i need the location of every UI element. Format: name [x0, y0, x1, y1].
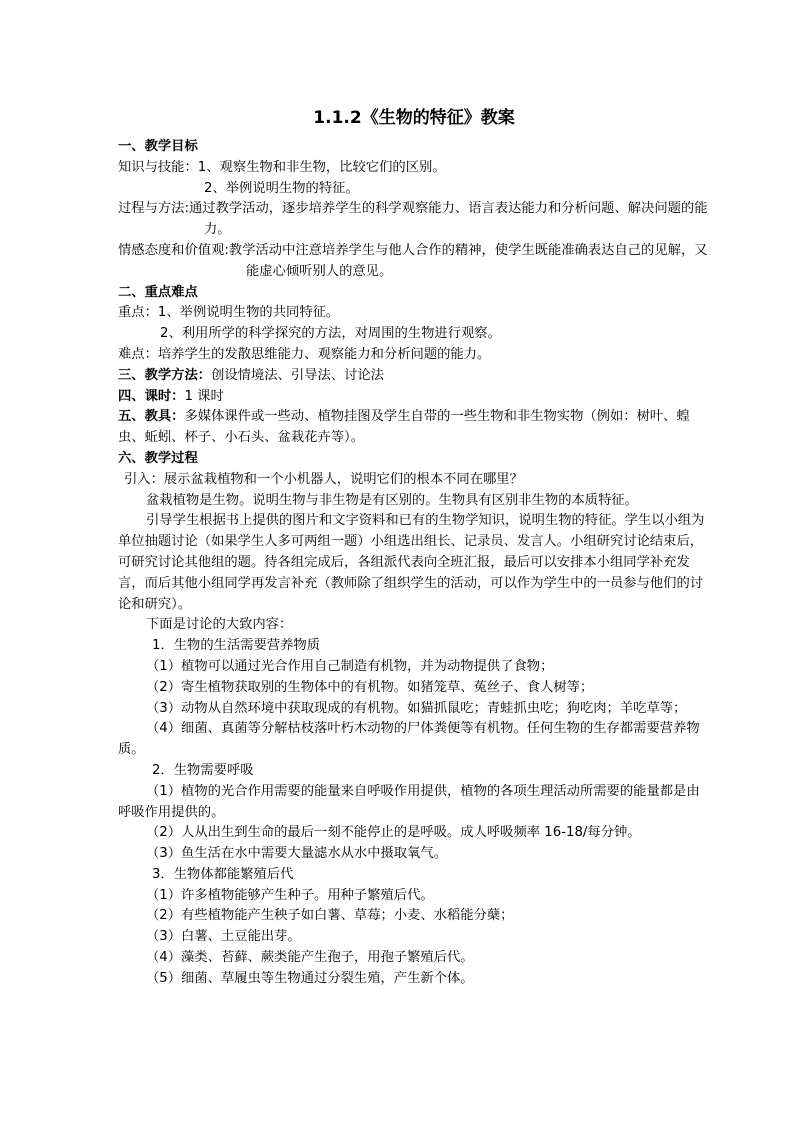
respiration-item-2: （2）人从出生到生命的最后一刻不能停止的是呼吸。成人呼吸频率 16-18/每分钟。 — [146, 825, 641, 841]
teaching-aids-text: 多媒体课件或一些动、植物挂图及学生自带的一些生物和非生物实物（例如：树叶、蝗虫、蚯蚓、杯子、小石头、盆栽花卉等）。 — [118, 409, 690, 446]
knowledge-skills-text: 1、观察生物和非生物，比较它们的区别。 — [197, 159, 446, 175]
emotion-values-line — [118, 241, 710, 283]
teaching-methods-heading: 三、教学方法： — [118, 367, 212, 383]
teaching-methods-line — [118, 366, 710, 387]
teaching-methods-text: 创设情境法、引导法、讨论法 — [211, 367, 384, 383]
class-hours-heading: 四、课时： — [118, 388, 185, 404]
key-point-2: 2、利用所学的科学探究的方法，对周围的生物进行观察。 — [160, 326, 501, 342]
teaching-aids-line — [118, 407, 710, 449]
document-title: 1.1.2《生物的特征》教案 — [313, 108, 515, 128]
teaching-aids-heading: 五、教具： — [118, 409, 185, 425]
knowledge-skills-item-2: 2、举例说明生物的特征。 — [204, 180, 359, 196]
reproduction-item-2: （2）有些植物能产生秧子如白薯、草莓；小麦、水稻能分蘖； — [146, 908, 514, 924]
emotion-values-text: 教学活动中注意培养学生与他人合作的精神，使学生既能准确表达自己的见解，又能虚心倾听别人的意见。 — [228, 242, 708, 279]
section-heading-objectives: 一、教学目标 — [118, 139, 198, 154]
respiration-item-3: （3）鱼生活在水中需要大量滤水从水中摄取氧气。 — [146, 846, 447, 862]
reproduction-item-5: （5）细菌、草履虫等生物通过分裂生殖，产生新个体。 — [146, 970, 474, 986]
nutrition-item-3: （3）动物从自然环境中获取现成的有机物。如猫抓鼠吃；青蛙抓虫吃；狗吃肉；羊吃草等； — [146, 700, 687, 716]
nutrition-item-4: （4）细菌、真菌等分解枯枝落叶朽木动物的尸体粪便等有机物。任何生物的生存都需要营养物质。 — [118, 721, 700, 758]
section-heading-process: 六、教学过程 — [118, 450, 198, 466]
knowledge-skills-label: 知识与技能： — [118, 159, 198, 175]
process-paragraph-3: 下面是讨论的大致内容： — [146, 617, 293, 633]
respiration-item-1: （1）植物的光合作用需要的能量来自呼吸作用提供，植物的各项生理活动所需要的能量都是由呼吸作用提供的。 — [118, 783, 700, 820]
class-hours-text: 1 课时 — [184, 388, 224, 404]
document-page — [118, 105, 710, 990]
class-hours-line — [118, 387, 710, 408]
process-paragraph-2: 引导学生根据书上提供的图片和文字资料和已有的生物学知识，说明生物的特征。学生以小组为单位抽题讨论（如果学生人多可两组一题）小组选出组长、记录员、发言人。小组研究讨论结束后，可研究讨论其他组的题。待各组完成后，各组派代表向全班汇报，最后可以安排本小组同学补充发言，而后其他小组同学再发言补充（教师除了组织学生的活动，可以作为学生中的一员参与他们的讨论和研究）。 — [118, 513, 705, 612]
reproduction-item-4: （4）藻类、苔藓、蕨类能产生孢子，用孢子繁殖后代。 — [146, 950, 474, 966]
reproduction-item-1: （1）许多植物能够产生种子。用种子繁殖后代。 — [146, 887, 434, 903]
key-point-1 — [118, 303, 710, 324]
process-intro: 引入：展示盆栽植物和一个小机器人，说明它们的根本不同在哪里？ — [124, 471, 523, 487]
section-heading-key-points: 二、重点难点 — [118, 284, 198, 300]
nutrition-item-1: （1）植物可以通过光合作用自己制造有机物，并为动物提供了食物； — [146, 658, 554, 674]
process-method-line — [118, 199, 710, 241]
subsection-respiration: 2．生物需要呼吸 — [152, 762, 254, 778]
subsection-nutrition: 1．生物的生活需要营养物质 — [152, 638, 321, 654]
nutrition-item-2: （2）寄生植物获取别的生物体中的有机物。如猪笼草、菟丝子、食人树等； — [146, 679, 594, 695]
subsection-reproduction: 3．生物体都能繁殖后代 — [152, 866, 294, 882]
key-point-label: 重点： — [118, 305, 158, 321]
reproduction-item-3: （3）白薯、土豆能出芽。 — [146, 929, 301, 945]
key-point-1-text: 1、举例说明生物的共同特征。 — [157, 305, 340, 321]
difficulty-point: 难点：培养学生的发散思维能力、观察能力和分析问题的能力。 — [118, 346, 491, 362]
process-method-label: 过程与方法: — [118, 201, 189, 217]
process-method-text: 通过教学活动，逐步培养学生的科学观察能力、语言表达能力和分析问题、解决问题的能力。 — [188, 201, 708, 238]
emotion-values-label: 情感态度和价值观: — [118, 242, 229, 258]
knowledge-skills-line — [118, 158, 710, 179]
process-paragraph-1: 盆栽植物是生物。说明生物与非生物是有区别的。生物具有区别非生物的本质特征。 — [146, 492, 638, 508]
